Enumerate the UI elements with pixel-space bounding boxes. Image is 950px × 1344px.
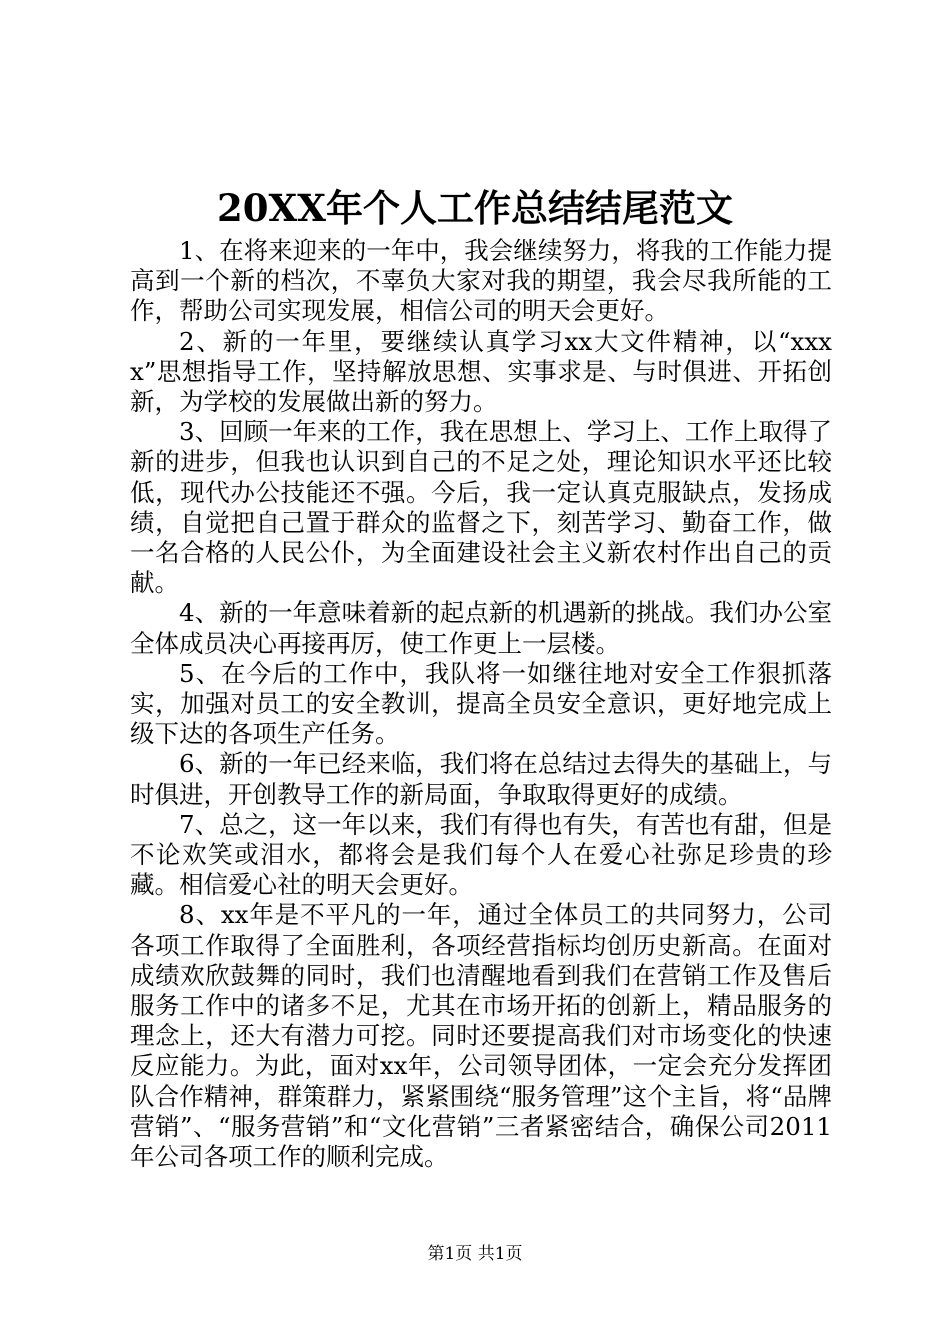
page-footer: 第1页 共1页 (427, 1244, 523, 1264)
paragraph-4: 4、新的一年意味着新的起点新的机遇新的挑战。我们办公室全体成员决心再接再厉，使工作更上一层楼。 (130, 598, 832, 658)
document-body (130, 236, 832, 1172)
paragraph-2: 2、新的一年里，要继续认真学习xx大文件精神，以“xxxx”思想指导工作，坚持解放思想、实事求是、与时俱进、开拓创新，为学校的发展做出新的努力。 (130, 326, 832, 417)
document-title: 20XX年个人工作总结结尾范文 (217, 186, 733, 230)
paragraph-3: 3、回顾一年来的工作，我在思想上、学习上、工作上取得了新的进步，但我也认识到自己的不足之处，理论知识水平还比较低，现代办公技能还不强。今后，我一定认真克服缺点，发扬成绩，自觉把自己置于群众的监督之下，刻苦学习、勤奋工作，做一名合格的人民公仆，为全面建设社会主义新农村作出自己的贡献。 (130, 417, 832, 598)
paragraph-6: 6、新的一年已经来临，我们将在总结过去得失的基础上，与时俱进，开创教导工作的新局面，争取取得更好的成绩。 (130, 749, 832, 809)
paragraph-1: 1、在将来迎来的一年中，我会继续努力，将我的工作能力提高到一个新的档次，不辜负大家对我的期望，我会尽我所能的工作，帮助公司实现发展，相信公司的明天会更好。 (130, 236, 832, 326)
paragraph-7: 7、总之，这一年以来，我们有得也有失，有苦也有甜，但是不论欢笑或泪水，都将会是我们每个人在爱心社弥足珍贵的珍藏。相信爱心社的明天会更好。 (130, 809, 832, 900)
paragraph-5: 5、在今后的工作中，我队将一如继往地对安全工作狠抓落实，加强对员工的安全教训，提高全员安全意识，更好地完成上级下达的各项生产任务。 (130, 658, 832, 749)
paragraph-8: 8、xx年是不平凡的一年，通过全体员工的共同努力，公司各项工作取得了全面胜利，各项经营指标均创历史新高。在面对成绩欢欣鼓舞的同时，我们也清醒地看到我们在营销工作及售后服务工作中的诸多不足，尤其在市场开拓的创新上，精品服务的理念上，还大有潜力可挖。同时还要提高我们对市场变化的快速反应能力。为此，面对xx年，公司领导团体，一定会充分发挥团队合作精神，群策群力，紧紧围绕“服务管理”这个主旨，将“品牌营销”、“服务营销”和“文化营销”三者紧密结合，确保公司2011年公司各项工作的顺利完成。 (130, 900, 832, 1172)
